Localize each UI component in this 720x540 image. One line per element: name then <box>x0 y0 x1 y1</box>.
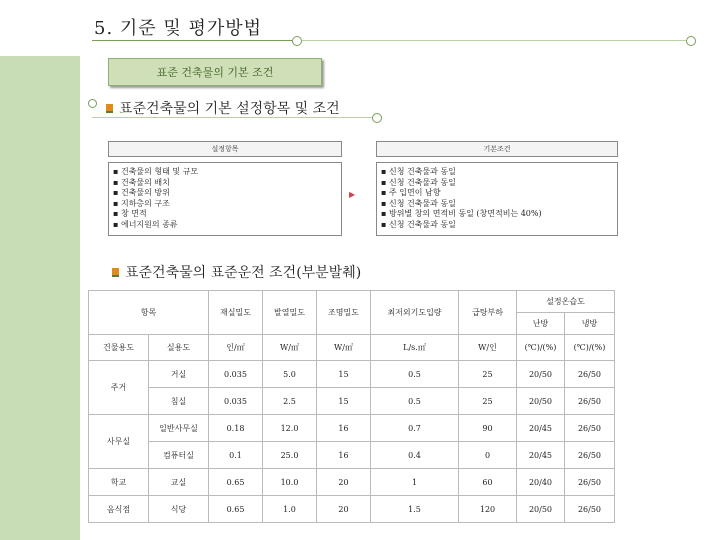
table-row <box>89 442 615 469</box>
list-item: ▪ 방위별 창의 면적비 동일 (창면적비는 40%) <box>381 209 542 218</box>
room-cell: 식당 <box>149 496 209 523</box>
unit-lighting: W/㎡ <box>317 335 371 361</box>
header-item: 항목 <box>89 291 209 335</box>
value-cell: 5.0 <box>263 361 317 388</box>
value-cell: 20/50 <box>517 361 565 388</box>
table-row <box>89 469 615 496</box>
value-cell: 20 <box>317 469 371 496</box>
value-cell: 15 <box>317 361 371 388</box>
value-cell: 10.0 <box>263 469 317 496</box>
value-cell: 20/50 <box>517 388 565 415</box>
value-cell: 16 <box>317 415 371 442</box>
settings-header: 설정항목 <box>108 141 342 157</box>
page-title: 5. 기준 및 평가방법 <box>94 18 263 39</box>
header-hot-water: 급탕부하 <box>459 291 517 335</box>
section1-heading-text: 표준건축물의 기본 설정항목 및 조건 <box>119 101 340 117</box>
value-cell: 26/50 <box>565 388 615 415</box>
value-cell: 26/50 <box>565 442 615 469</box>
unit-ventilation: L/s.㎡ <box>371 335 459 361</box>
list-item: ▪ 주 입면이 남향 <box>381 188 441 197</box>
header-cooling: 냉방 <box>565 313 615 335</box>
value-cell: 20/50 <box>517 496 565 523</box>
left-decor-bar <box>0 0 80 540</box>
title-area <box>94 14 262 40</box>
list-item: ▪ 창 면적 <box>113 209 147 218</box>
value-cell: 20 <box>317 496 371 523</box>
value-cell: 0.035 <box>209 361 263 388</box>
unit-heating: (℃)/(%) <box>517 335 565 361</box>
value-cell: 60 <box>459 469 517 496</box>
header-rule <box>300 40 690 41</box>
header-ventilation: 최저외기도입량 <box>371 291 459 335</box>
value-cell: 25 <box>459 388 517 415</box>
room-cell: 컴퓨터실 <box>149 442 209 469</box>
list-item: ▪ 신청 건축물과 동일 <box>381 167 456 176</box>
conditions-list <box>376 162 618 236</box>
value-cell: 0 <box>459 442 517 469</box>
value-cell: 25.0 <box>263 442 317 469</box>
list-item: ▪ 에너지원의 종류 <box>113 219 178 229</box>
room-cell: 침실 <box>149 388 209 415</box>
value-cell: 20/45 <box>517 442 565 469</box>
use-cell: 주거 <box>89 361 149 415</box>
list-item: ▪ 신청 건축물과 동일 <box>381 198 456 208</box>
value-cell: 90 <box>459 415 517 442</box>
value-cell: 0.7 <box>371 415 459 442</box>
rule-dot-right <box>686 36 696 46</box>
list-item: ▪ 건축물의 배치 <box>113 177 170 187</box>
value-cell: 0.65 <box>209 496 263 523</box>
square-bullet-icon <box>112 268 119 277</box>
header-room: 실용도 <box>149 335 209 361</box>
value-cell: 20/40 <box>517 469 565 496</box>
use-cell: 음식점 <box>89 496 149 523</box>
unit-occupancy: 인/㎡ <box>209 335 263 361</box>
section2-heading-text: 표준건축물의 표준운전 조건(부분발췌) <box>125 265 362 281</box>
room-cell: 교실 <box>149 469 209 496</box>
title-underline <box>92 40 300 41</box>
value-cell: 0.1 <box>209 442 263 469</box>
value-cell: 0.4 <box>371 442 459 469</box>
value-cell: 16 <box>317 442 371 469</box>
table-row <box>89 361 615 388</box>
value-cell: 2.5 <box>263 388 317 415</box>
value-cell: 0.65 <box>209 469 263 496</box>
arrow-right-icon: ▶ <box>349 190 356 199</box>
settings-list <box>108 162 342 236</box>
header-heat-gain: 발열밀도 <box>263 291 317 335</box>
header-use: 건물용도 <box>89 335 149 361</box>
unit-cooling: (℃)/(%) <box>565 335 615 361</box>
value-cell: 120 <box>459 496 517 523</box>
value-cell: 0.18 <box>209 415 263 442</box>
standard-operation-table <box>88 290 615 523</box>
value-cell: 1.5 <box>371 496 459 523</box>
section1-underline <box>92 117 376 118</box>
value-cell: 15 <box>317 388 371 415</box>
value-cell: 12.0 <box>263 415 317 442</box>
value-cell: 0.5 <box>371 361 459 388</box>
square-bullet-icon <box>106 104 113 113</box>
subtitle-box: 표준 건축물의 기본 조건 <box>108 58 322 86</box>
use-cell: 사무실 <box>89 415 149 469</box>
value-cell: 0.035 <box>209 388 263 415</box>
use-cell: 학교 <box>89 469 149 496</box>
unit-hot-water: W/인 <box>459 335 517 361</box>
value-cell: 26/50 <box>565 469 615 496</box>
value-cell: 26/50 <box>565 361 615 388</box>
list-item: ▪ 신청 건축물과 동일 <box>381 177 456 187</box>
value-cell: 20/45 <box>517 415 565 442</box>
rule-dot-left <box>292 36 302 46</box>
value-cell: 25 <box>459 361 517 388</box>
header-setpoint: 설정온습도 <box>517 291 615 313</box>
value-cell: 1 <box>371 469 459 496</box>
room-cell: 일반사무실 <box>149 415 209 442</box>
list-item: ▪ 지하층의 구조 <box>113 198 170 208</box>
value-cell: 1.0 <box>263 496 317 523</box>
table-row <box>89 388 615 415</box>
section1-underline-dot <box>372 113 382 123</box>
section1-heading <box>106 98 340 118</box>
value-cell: 0.5 <box>371 388 459 415</box>
value-cell: 26/50 <box>565 415 615 442</box>
list-item: ▪ 건축물의 형태 및 규모 <box>113 167 199 176</box>
table-row <box>89 496 615 523</box>
room-cell: 거실 <box>149 361 209 388</box>
value-cell: 26/50 <box>565 496 615 523</box>
conditions-header: 기본조건 <box>376 141 618 157</box>
outline-bullet-icon <box>88 99 97 108</box>
header-occupancy: 재실밀도 <box>209 291 263 335</box>
header-heating: 난방 <box>517 313 565 335</box>
list-item: ▪ 신청 건축물과 동일 <box>381 219 456 229</box>
header-lighting: 조명밀도 <box>317 291 371 335</box>
unit-heat-gain: W/㎡ <box>263 335 317 361</box>
list-item: ▪ 건축물의 방위 <box>113 188 170 197</box>
table-row <box>89 415 615 442</box>
section2-heading <box>112 262 361 282</box>
